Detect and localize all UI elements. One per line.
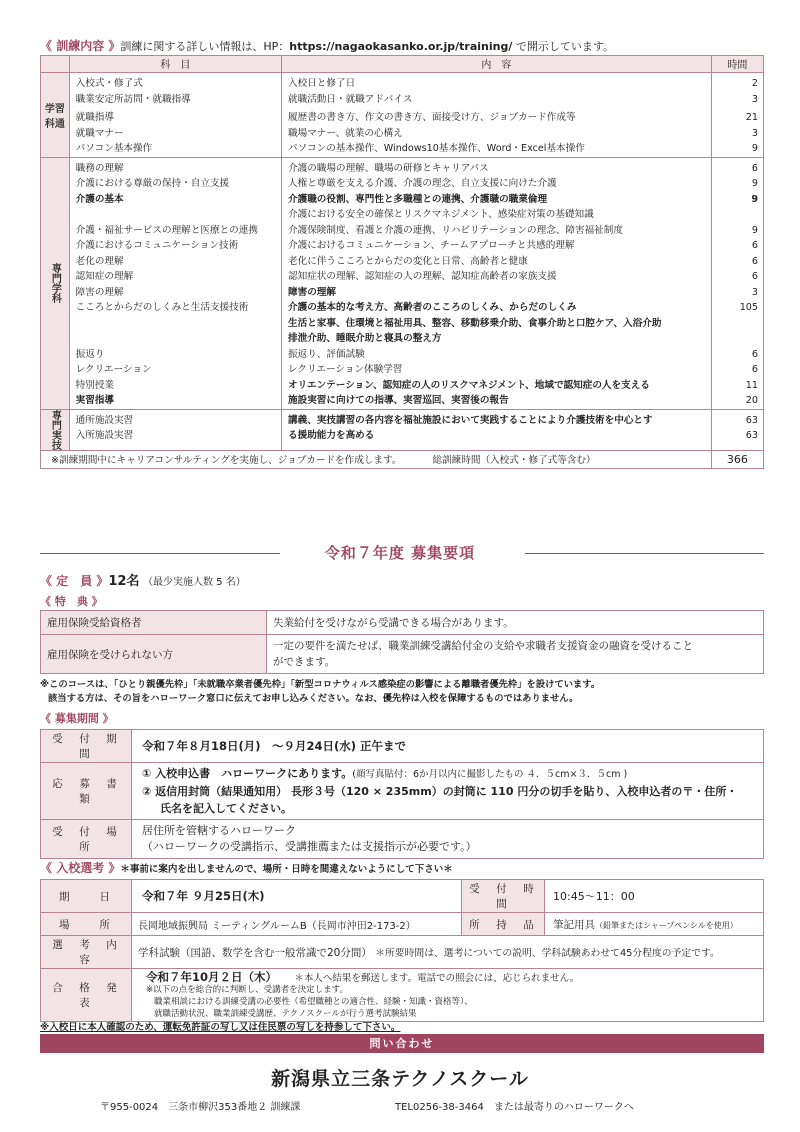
result-note: ＊本人へ結果を郵送します。電話での照会には、応じられません。: [294, 973, 580, 984]
venue-label: 場 所: [41, 913, 132, 936]
selection-row: [41, 969, 764, 1022]
hours: 2: [751, 78, 758, 89]
content: 排泄介助、睡眠介助と寝具の整え方: [288, 333, 442, 344]
criteria-1: ※以下の点を総合的に判断し、受講者を決定します。: [146, 985, 348, 995]
curriculum-table: [40, 55, 764, 469]
subject: 介護・福祉サービスの理解と医療との連携: [75, 224, 258, 236]
content: 入校日と修了日: [288, 78, 356, 89]
specialty-subjects: [69, 157, 281, 409]
result-cell: [132, 969, 764, 1022]
period-label: 募集期間: [54, 712, 99, 725]
hours: 6: [751, 162, 758, 174]
place-label: 受 付 場 所: [41, 820, 132, 859]
period-row: [41, 820, 764, 859]
training-intro-suffix: で開示しています。: [515, 40, 614, 53]
period-table: [40, 729, 764, 859]
content: 就職活動日・就職アドバイス: [288, 93, 413, 105]
selection-row: [41, 913, 764, 936]
subject: 障害の理解: [75, 286, 124, 298]
practice-contents: [282, 409, 712, 450]
practice-rows: [41, 409, 764, 450]
subject: 介護の基本: [75, 193, 124, 205]
period-heading: 《 募集期間 》: [40, 712, 114, 725]
content: 履歴書の書き方、作文の書き方、面接受け方、ジョブカード作成等: [288, 112, 576, 123]
items-cell: 筆記用具（鉛筆またはシャープペンシルを使用）: [545, 913, 764, 936]
school-address: 〒955-0024 三条市柳沢353番地２ 訓練課: [100, 1102, 301, 1113]
subject: 職務の理解: [75, 162, 124, 174]
date-value: 令和７年 ９月25日(木): [132, 880, 462, 913]
subject: 就職マナー: [75, 127, 124, 139]
content: る援助能力を高める: [288, 430, 375, 441]
total-row: [41, 450, 764, 468]
capacity-line: 《 定 員 》12名 （最少実施人数 5 名）: [40, 574, 246, 589]
result-value: 令和７年10月２日（木）: [146, 970, 278, 984]
content: 認知症状の理解、認知症の人の理解、認知症高齢者の家族支援: [288, 271, 557, 282]
content-header: 内 容: [282, 56, 712, 73]
capacity-value: 12名: [108, 574, 140, 589]
hours: 6: [751, 271, 758, 282]
id-note: ※入校日に本人確認のため、運転免許証の写し又は住民票の写しを持参して下さい。: [40, 1022, 401, 1033]
subject-header: 科 目: [69, 56, 281, 73]
selection-row: [41, 936, 764, 969]
general-contents: [282, 73, 712, 158]
benefit-row: [41, 611, 764, 635]
docs-cell: [132, 763, 764, 820]
total-label: 総訓練時間（入校式・修了式等含む）: [432, 455, 596, 466]
hours: 63: [745, 430, 758, 441]
practice-subjects: [69, 409, 281, 450]
content: 介護の職場の理解、職場の研修とキャリアパス: [288, 162, 489, 174]
exam-label: 選 考 内 容: [41, 936, 132, 969]
doc-2: ② 返信用封筒（結果通知用） 長形３号（120 × 235mm）の封筒に 110 円分の切手を貼り、入校申込者の〒・住所・: [142, 785, 738, 798]
practice-hours: [711, 409, 763, 450]
benefits-heading: 《 特 典 》: [40, 595, 103, 608]
practice-category: 専門実技: [41, 409, 70, 450]
priority-note-1: ※このコースは、「ひとり親優先枠」「未就職卒業者優先枠」「新型コロナウィルス感染症の影響による離職者優先枠」を設けています。: [40, 679, 601, 690]
specialty-contents: [282, 157, 712, 409]
content: パソコンの基本操作、Windows10基本操作、Word・Excel基本操作: [288, 143, 585, 154]
specialty-category: 専門学科: [41, 157, 70, 409]
doc-1: ① 入校申込書 ハローワークにあります。: [142, 767, 353, 780]
content: 介護の基本的な考え方、高齢者のこころのしくみ、からだのしくみ: [288, 302, 577, 313]
result-label: 合 格 発 表: [41, 969, 132, 1022]
content: 講義、実技講習の各内容を福祉施設において実践することにより介護技術を中心とす: [288, 414, 653, 426]
general-category: 学習 科通: [41, 73, 70, 158]
period-row: [41, 730, 764, 763]
total-hours: 366: [711, 450, 763, 468]
selection-row: [41, 880, 764, 913]
subject: 通所施設実習: [75, 414, 134, 426]
hours: 3: [751, 286, 758, 298]
reception-label: 受 付 期 間: [41, 730, 132, 763]
training-section-label: 訓練内容: [56, 39, 105, 53]
benefits-label: 特 典: [54, 595, 88, 608]
items-label: 所 持 品: [462, 913, 545, 936]
footer-note: ※訓練期間中にキャリアコンサルティングを実施し、ジョブカードを作成します。: [51, 455, 402, 466]
hours-header: 時間: [711, 56, 763, 73]
total-note-cell: [41, 450, 712, 468]
school-name: 新潟県立三条テクノスクール: [271, 1068, 529, 1090]
benefits-table: [40, 610, 764, 674]
hours: 9: [751, 193, 758, 205]
selection-label: 入校選考: [56, 861, 105, 875]
hours: 6: [751, 348, 758, 360]
benefit-text: 失業給付を受けながら受講できる場合があります。: [267, 611, 764, 635]
hours: 9: [751, 178, 758, 189]
doc-2b: 氏名を記入してください。: [160, 802, 292, 815]
subject: 入所施設実習: [75, 430, 134, 441]
subject: 老化の理解: [75, 255, 124, 267]
content: 人権と尊厳を支える介護、介護の理念、自立支援に向けた介護: [288, 178, 557, 189]
hours: 11: [745, 379, 758, 391]
hours: 3: [751, 127, 758, 139]
period-row: [41, 763, 764, 820]
general-subjects: [69, 73, 281, 158]
school-tel[interactable]: TEL0256-38-3464 または最寄りのハローワークへ: [395, 1102, 634, 1113]
contact-banner: 問い合わせ: [40, 1034, 764, 1053]
subject: 就職指導: [75, 112, 115, 123]
time-label: 受 付 時 間: [462, 880, 545, 913]
place-cell: 居住所を管轄するハローワーク （ハローワークの受講指示、受講推薦または支援指示が必要です。）: [132, 820, 764, 859]
benefit-text-cell: 一定の要件を満たせば、職業訓練受講給付金の支給や求職者支援資金の融資を受けること ができます。: [267, 635, 764, 674]
subject: パソコン基本操作: [75, 143, 153, 154]
criteria-2: 職業相談における訓練受講の必要性（希望職種との適合性、経験・知識・資格等）、: [154, 997, 473, 1007]
selection-table: [40, 879, 764, 1022]
content: 障害の理解: [288, 286, 336, 298]
selection-heading: 《 入校選考 》＊事前に案内を出しませんので、場所・日時を間違えないようにして下さい＊: [40, 861, 453, 875]
content: オリエンテーション、認知症の人のリスクマネジメント、地域で認知症の人を支える: [288, 379, 650, 391]
general-hours: [711, 73, 763, 158]
subject: 特別授業: [75, 379, 115, 391]
hours: 9: [751, 143, 758, 154]
content: 職場マナー、就業の心構え: [288, 127, 403, 139]
subject: 職業安定所訪問・就職指導: [75, 93, 191, 105]
hours: 9: [751, 224, 758, 236]
hours: 21: [745, 112, 758, 123]
doc-1-note: (顔写真貼付：6か月以内に撮影したもの ４．５cm×３．５cm ): [352, 769, 628, 780]
capacity-note: （最少実施人数 5 名）: [142, 577, 246, 588]
subject: 介護における尊厳の保持・自立支援: [75, 178, 230, 189]
venue-value: 長岡地域振興局 ミーティングルームB（長岡市沖田2-173-2）: [132, 913, 462, 936]
hours: 3: [751, 93, 758, 105]
content: 老化に伴うこころとからだの変化と日常、高齢者と健康: [288, 255, 528, 267]
content: 介護保険制度、看護と介護の連携、リハビリテーションの理念、障害福祉制度: [288, 224, 623, 236]
content: 振返り、評価試験: [288, 348, 365, 360]
content: 生活と家事、住環境と福祉用具、整容、移動移乗介助、食事介助と口腔ケア、入浴介助: [288, 317, 662, 329]
subject: こころとからだのしくみと生活支援技術: [75, 302, 249, 313]
time-value: 10:45～11：00: [545, 880, 764, 913]
subject: 認知症の理解: [75, 271, 134, 282]
capacity-label: 定 員: [56, 574, 93, 588]
benefit-label: 雇用保険受給資格者: [41, 611, 267, 635]
specialty-hours: [711, 157, 763, 409]
hours: 105: [739, 302, 758, 313]
docs-label: 応 募 書 類: [41, 763, 132, 820]
hours: 6: [751, 255, 758, 267]
hours: 20: [745, 395, 758, 406]
training-url[interactable]: https://nagaokasanko.or.jp/training/: [289, 40, 513, 53]
hours: 6: [751, 240, 758, 251]
training-header-line: 《 訓練内容 》訓練に関する詳しい情報は、HP：https://nagaokasanko.or.jp/training/ で開示しています。: [40, 39, 614, 53]
content: レクリエーション体験学習: [288, 364, 403, 375]
hours: 63: [745, 414, 758, 426]
reception-value: 令和７年８月18日(月) ～９月24日(水) 正午まで: [132, 730, 764, 763]
corner-cell: [41, 56, 70, 73]
benefit-label: 雇用保険を受けられない方: [41, 635, 267, 674]
date-label: 期 日: [41, 880, 132, 913]
content: 介護職の役割、専門性と多職種との連携、介護職の職業倫理: [288, 193, 548, 205]
subject: 入校式・修了式: [75, 78, 143, 89]
exam-cell: 学科試験（国語、数学を含む一般常識で20分間） ＊所要時間は、選考についての説明、学科試験あわせて45分程度の予定です。: [132, 936, 764, 969]
content: 介護におけるコミュニケーション、チームアプローチと共感的理解: [288, 240, 575, 251]
subject: 介護におけるコミュニケーション技術: [75, 240, 239, 251]
subject: 実習指導: [75, 395, 115, 406]
content: 介護における安全の確保とリスクマネジメント、感染症対策の基礎知識: [288, 209, 594, 220]
benefit-row: [41, 635, 764, 674]
subject: 振返り: [75, 348, 105, 360]
content: 施設実習に向けての指導、実習巡回、実習後の報告: [288, 395, 509, 406]
specialty-rows: [41, 157, 764, 409]
training-intro: 訓練に関する詳しい情報は、HP：: [120, 40, 290, 53]
priority-note-2: 該当する方は、その旨をハローワーク窓口に伝えてお申し込みください。なお、優先枠は入校を保障するものではありません。: [48, 693, 579, 704]
subject: レクリエーション: [75, 364, 152, 375]
criteria-3: 就職活動状況、職業訓練受講歴、テクノスクールが行う選考試験結果: [154, 1009, 417, 1019]
hours: 6: [751, 364, 758, 375]
recruit-title: 令和７年度 募集要項: [324, 544, 476, 562]
selection-note: ＊事前に案内を出しませんので、場所・日時を間違えないようにして下さい＊: [120, 864, 453, 875]
general-rows: [41, 73, 764, 158]
